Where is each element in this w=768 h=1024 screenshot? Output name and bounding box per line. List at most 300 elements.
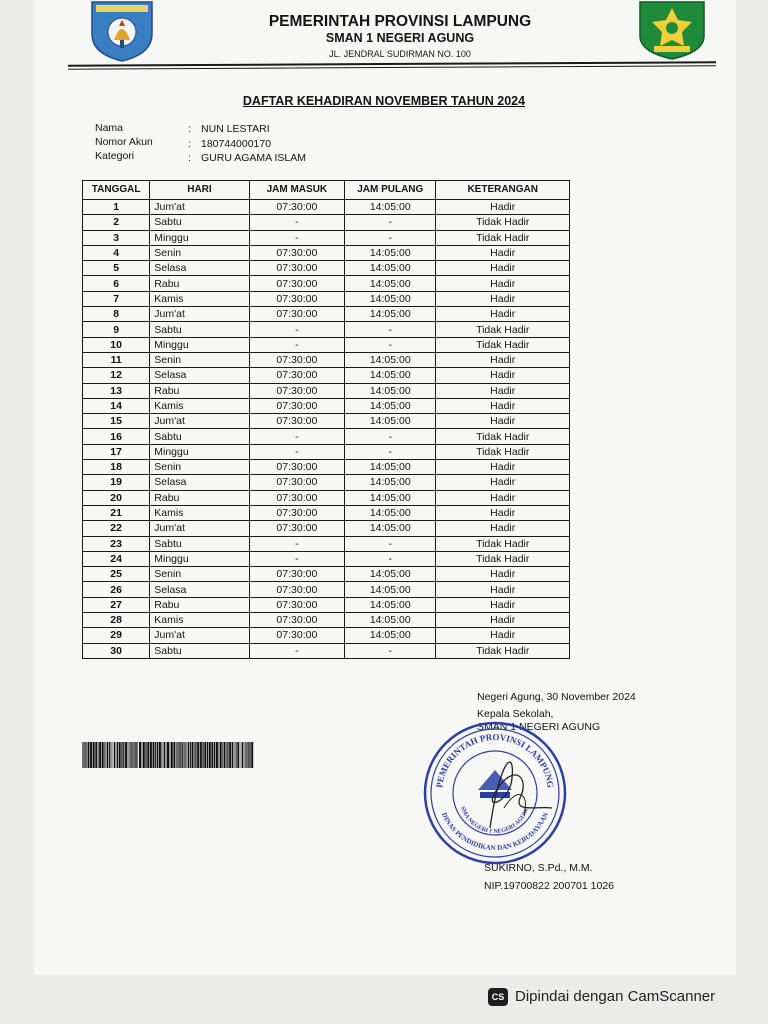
cell-jam-masuk: 07:30:00 <box>249 414 344 429</box>
signature-nip: NIP.19700822 200701 1026 <box>484 880 615 892</box>
barcode-bar <box>176 742 177 768</box>
barcode-bar <box>249 742 250 768</box>
cell-jam-masuk: - <box>249 643 344 658</box>
cell-jam-pulang: 14:05:00 <box>345 291 436 306</box>
cell-jam-pulang: - <box>345 444 436 459</box>
cell-keterangan: Tidak Hadir <box>436 337 570 352</box>
barcode-bar <box>128 742 129 768</box>
cell-keterangan: Tidak Hadir <box>436 322 570 337</box>
cell-tanggal: 7 <box>83 291 150 306</box>
cell-tanggal: 13 <box>83 383 150 398</box>
cell-jam-masuk: - <box>249 536 344 551</box>
barcode-bar <box>125 742 127 768</box>
cell-hari: Sabtu <box>150 215 249 230</box>
table-row <box>83 352 570 367</box>
cell-hari: Selasa <box>150 261 249 276</box>
table-row <box>83 414 570 429</box>
barcode-bar <box>207 742 208 768</box>
info-label-kategori: Kategori <box>95 150 135 162</box>
barcode-bar <box>209 742 211 768</box>
cell-tanggal: 16 <box>83 429 150 444</box>
cell-hari: Jum'at <box>150 307 249 322</box>
cell-jam-pulang: - <box>345 215 436 230</box>
barcode-bar <box>162 742 163 768</box>
cell-jam-masuk: - <box>249 444 344 459</box>
column-header-keterangan: KETERANGAN <box>436 181 570 200</box>
cell-keterangan: Tidak Hadir <box>436 429 570 444</box>
barcode-bar <box>188 742 189 768</box>
cell-tanggal: 28 <box>83 613 150 628</box>
cell-hari: Sabtu <box>150 429 249 444</box>
table-row <box>83 276 570 291</box>
cell-jam-masuk: 07:30:00 <box>249 368 344 383</box>
barcode-bar <box>177 742 178 768</box>
barcode-bar <box>211 742 213 768</box>
barcode-bar <box>157 742 158 768</box>
cell-hari: Sabtu <box>150 536 249 551</box>
table-row <box>83 490 570 505</box>
cell-jam-masuk: 07:30:00 <box>249 567 344 582</box>
svg-text:SMA NEGERI 1 NEGERI AGUNG <box>459 805 531 835</box>
cell-tanggal: 14 <box>83 398 150 413</box>
barcode-bar <box>180 742 181 768</box>
cell-jam-pulang: 14:05:00 <box>345 307 436 322</box>
cell-keterangan: Tidak Hadir <box>436 643 570 658</box>
cell-tanggal: 11 <box>83 352 150 367</box>
barcode-bar <box>82 742 83 768</box>
barcode-bar <box>111 742 112 768</box>
cell-jam-pulang: 14:05:00 <box>345 383 436 398</box>
cell-jam-masuk: 07:30:00 <box>249 245 344 260</box>
cell-tanggal: 4 <box>83 245 150 260</box>
cell-keterangan: Hadir <box>436 398 570 413</box>
barcode-bar <box>202 742 203 768</box>
table-row <box>83 536 570 551</box>
cell-keterangan: Hadir <box>436 245 570 260</box>
cell-tanggal: 1 <box>83 200 150 215</box>
barcode-bar <box>194 742 195 768</box>
table-row <box>83 643 570 658</box>
cell-hari: Sabtu <box>150 322 249 337</box>
cell-keterangan: Hadir <box>436 200 570 215</box>
barcode-bar <box>195 742 196 768</box>
barcode-bar <box>178 742 179 768</box>
cell-jam-masuk: 07:30:00 <box>249 276 344 291</box>
barcode-bar <box>129 742 130 768</box>
cell-jam-pulang: 14:05:00 <box>345 368 436 383</box>
cell-keterangan: Hadir <box>436 307 570 322</box>
cell-jam-pulang: - <box>345 230 436 245</box>
cell-jam-masuk: 07:30:00 <box>249 307 344 322</box>
barcode-bar <box>143 742 145 768</box>
cell-keterangan: Hadir <box>436 368 570 383</box>
table-row <box>83 368 570 383</box>
kementerian-agama-logo <box>636 0 708 60</box>
cell-keterangan: Hadir <box>436 597 570 612</box>
cell-hari: Selasa <box>150 582 249 597</box>
barcode-bar <box>234 742 235 768</box>
barcode-bar <box>123 742 124 768</box>
barcode-bar <box>251 742 253 768</box>
barcode-bar <box>153 742 155 768</box>
barcode-bar <box>247 742 248 768</box>
table-row <box>83 245 570 260</box>
cell-jam-masuk: - <box>249 551 344 566</box>
barcode-bar <box>98 742 99 768</box>
cell-jam-pulang: 14:05:00 <box>345 460 436 475</box>
cell-hari: Senin <box>150 460 249 475</box>
table-row <box>83 398 570 413</box>
cell-hari: Rabu <box>150 276 249 291</box>
cell-tanggal: 29 <box>83 628 150 643</box>
cell-tanggal: 19 <box>83 475 150 490</box>
cell-tanggal: 5 <box>83 261 150 276</box>
barcode-bar <box>216 742 218 768</box>
table-row <box>83 597 570 612</box>
info-value-akun: 180744000170 <box>201 138 272 150</box>
barcode-bar <box>197 742 199 768</box>
barcode-bar <box>224 742 226 768</box>
cell-keterangan: Hadir <box>436 352 570 367</box>
cell-jam-masuk: 07:30:00 <box>249 597 344 612</box>
table-row <box>83 582 570 597</box>
cell-hari: Selasa <box>150 475 249 490</box>
cell-keterangan: Hadir <box>436 383 570 398</box>
cell-keterangan: Hadir <box>436 414 570 429</box>
cell-jam-pulang: - <box>345 429 436 444</box>
cell-jam-masuk: 07:30:00 <box>249 398 344 413</box>
cell-keterangan: Hadir <box>436 613 570 628</box>
info-label-nama: Nama <box>95 122 124 134</box>
barcode-bar <box>170 742 171 768</box>
barcode-bar <box>226 742 227 768</box>
table-row <box>83 291 570 306</box>
cell-jam-pulang: 14:05:00 <box>345 276 436 291</box>
barcode-bar <box>83 742 84 768</box>
cell-tanggal: 26 <box>83 582 150 597</box>
cell-jam-pulang: 14:05:00 <box>345 398 436 413</box>
cell-jam-pulang: - <box>345 536 436 551</box>
table-header-row <box>83 181 570 200</box>
table-row <box>83 215 570 230</box>
barcode-bar <box>117 742 118 768</box>
info-label-akun: Nomor Akun <box>95 136 153 148</box>
cell-hari: Rabu <box>150 490 249 505</box>
cell-jam-pulang: 14:05:00 <box>345 490 436 505</box>
barcode-bar <box>222 742 223 768</box>
cell-tanggal: 30 <box>83 643 150 658</box>
cell-keterangan: Hadir <box>436 276 570 291</box>
table-row <box>83 322 570 337</box>
barcode-bar <box>142 742 143 768</box>
barcode-bar <box>106 742 107 768</box>
cell-hari: Senin <box>150 245 249 260</box>
barcode-bar <box>190 742 191 768</box>
cell-keterangan: Tidak Hadir <box>436 215 570 230</box>
cell-jam-pulang: - <box>345 551 436 566</box>
info-colon: : <box>188 123 191 135</box>
cell-tanggal: 9 <box>83 322 150 337</box>
table-row <box>83 628 570 643</box>
cell-hari: Senin <box>150 352 249 367</box>
cell-hari: Kamis <box>150 613 249 628</box>
barcode-bar <box>150 742 152 768</box>
cell-hari: Jum'at <box>150 200 249 215</box>
cell-keterangan: Hadir <box>436 291 570 306</box>
cell-keterangan: Hadir <box>436 261 570 276</box>
table-row <box>83 200 570 215</box>
header-address: JL. JENDRAL SUDIRMAN NO. 100 <box>329 49 471 59</box>
cell-keterangan: Tidak Hadir <box>436 551 570 566</box>
cell-jam-masuk: 07:30:00 <box>249 460 344 475</box>
cell-hari: Minggu <box>150 337 249 352</box>
cell-jam-masuk: - <box>249 322 344 337</box>
barcode-bar <box>93 742 95 768</box>
cell-keterangan: Tidak Hadir <box>436 444 570 459</box>
barcode-bar <box>245 742 246 768</box>
barcode-bar <box>173 742 175 768</box>
barcode-bar <box>119 742 121 768</box>
table-row <box>83 429 570 444</box>
cell-hari: Rabu <box>150 597 249 612</box>
cell-jam-pulang: 14:05:00 <box>345 597 436 612</box>
cell-hari: Jum'at <box>150 521 249 536</box>
cell-keterangan: Hadir <box>436 628 570 643</box>
barcode-bar <box>241 742 242 768</box>
barcode <box>82 742 254 768</box>
barcode-bar <box>155 742 156 768</box>
barcode-bar <box>114 742 115 768</box>
cell-tanggal: 3 <box>83 230 150 245</box>
cell-hari: Minggu <box>150 551 249 566</box>
signature-name: SUKIRNO, S.Pd., M.M. <box>484 862 593 874</box>
cell-tanggal: 18 <box>83 460 150 475</box>
barcode-bar <box>163 742 164 768</box>
barcode-bar <box>107 742 108 768</box>
barcode-bar <box>90 742 92 768</box>
signature-role: Kepala Sekolah, <box>477 708 554 720</box>
cell-tanggal: 27 <box>83 597 150 612</box>
cell-jam-masuk: 07:30:00 <box>249 475 344 490</box>
barcode-bar <box>95 742 97 768</box>
cell-tanggal: 6 <box>83 276 150 291</box>
cell-jam-pulang: 14:05:00 <box>345 521 436 536</box>
cell-hari: Kamis <box>150 398 249 413</box>
barcode-bar <box>145 742 146 768</box>
cell-hari: Kamis <box>150 291 249 306</box>
table-row <box>83 261 570 276</box>
cell-tanggal: 15 <box>83 414 150 429</box>
column-header-jam-pulang: JAM PULANG <box>345 181 436 200</box>
stamp-text-side: DINAS PENDIDIKAN DAN KEBUDAYAAN <box>440 811 550 853</box>
stamp-text-top: PEMERINTAH PROVINSI LAMPUNG <box>434 731 556 789</box>
cell-hari: Minggu <box>150 230 249 245</box>
cell-jam-pulang: 14:05:00 <box>345 261 436 276</box>
barcode-bar <box>214 742 215 768</box>
barcode-bar <box>171 742 173 768</box>
table-row <box>83 567 570 582</box>
barcode-bar <box>84 742 85 768</box>
table-row <box>83 475 570 490</box>
header-school: SMAN 1 NEGERI AGUNG <box>325 31 475 45</box>
cell-jam-masuk: - <box>249 337 344 352</box>
signature-place-date: Negeri Agung, 30 November 2024 <box>477 691 636 703</box>
barcode-bar <box>121 742 122 768</box>
signature-school: SMAN 1 NEGERI AGUNG <box>477 721 601 733</box>
cell-tanggal: 22 <box>83 521 150 536</box>
cell-keterangan: Hadir <box>436 521 570 536</box>
barcode-bar <box>232 742 233 768</box>
cell-hari: Jum'at <box>150 628 249 643</box>
barcode-bar <box>246 742 247 768</box>
cell-hari: Kamis <box>150 505 249 520</box>
barcode-bar <box>109 742 110 768</box>
cell-jam-masuk: 07:30:00 <box>249 490 344 505</box>
barcode-bar <box>102 742 104 768</box>
attendance-table-body <box>83 200 570 659</box>
cell-keterangan: Hadir <box>436 582 570 597</box>
cell-jam-pulang: - <box>345 322 436 337</box>
barcode-bar <box>237 742 239 768</box>
barcode-bar <box>220 742 222 768</box>
barcode-bar <box>244 742 245 768</box>
barcode-bar <box>166 742 167 768</box>
cell-jam-masuk: 07:30:00 <box>249 261 344 276</box>
barcode-bar <box>88 742 90 768</box>
barcode-bar <box>184 742 185 768</box>
barcode-bar <box>182 742 183 768</box>
barcode-bar <box>134 742 135 768</box>
barcode-bar <box>185 742 186 768</box>
cell-tanggal: 21 <box>83 505 150 520</box>
cell-hari: Rabu <box>150 383 249 398</box>
cell-hari: Senin <box>150 567 249 582</box>
cell-jam-masuk: - <box>249 215 344 230</box>
barcode-bar <box>86 742 87 768</box>
cell-jam-pulang: 14:05:00 <box>345 475 436 490</box>
barcode-bar <box>159 742 161 768</box>
barcode-bar <box>112 742 113 768</box>
cell-tanggal: 10 <box>83 337 150 352</box>
cell-keterangan: Tidak Hadir <box>436 536 570 551</box>
camscanner-watermark: Dipindai dengan CamScanner <box>515 988 716 1005</box>
barcode-bar <box>139 742 141 768</box>
cell-jam-pulang: 14:05:00 <box>345 245 436 260</box>
cell-jam-masuk: 07:30:00 <box>249 582 344 597</box>
document-title: DAFTAR KEHADIRAN NOVEMBER TAHUN 2024 <box>242 94 526 108</box>
cell-keterangan: Hadir <box>436 567 570 582</box>
attendance-table <box>82 180 570 659</box>
cell-hari: Minggu <box>150 444 249 459</box>
cell-jam-masuk: - <box>249 230 344 245</box>
cell-tanggal: 24 <box>83 551 150 566</box>
info-colon: : <box>188 152 191 164</box>
barcode-bar <box>204 742 206 768</box>
cell-jam-pulang: 14:05:00 <box>345 505 436 520</box>
table-row <box>83 337 570 352</box>
barcode-bar <box>136 742 137 768</box>
table-row <box>83 521 570 536</box>
table-row <box>83 551 570 566</box>
barcode-bar <box>219 742 220 768</box>
barcode-bar <box>116 742 117 768</box>
barcode-bar <box>229 742 231 768</box>
cell-jam-masuk: 07:30:00 <box>249 628 344 643</box>
cell-tanggal: 20 <box>83 490 150 505</box>
cell-keterangan: Hadir <box>436 490 570 505</box>
barcode-bar <box>130 742 131 768</box>
barcode-bar <box>200 742 202 768</box>
cell-keterangan: Hadir <box>436 460 570 475</box>
table-row <box>83 613 570 628</box>
cell-hari: Jum'at <box>150 414 249 429</box>
barcode-bar <box>133 742 134 768</box>
barcode-bar <box>104 742 105 768</box>
info-value-kategori: GURU AGAMA ISLAM <box>201 152 307 164</box>
cell-jam-masuk: 07:30:00 <box>249 505 344 520</box>
cell-jam-pulang: 14:05:00 <box>345 567 436 582</box>
barcode-bar <box>164 742 165 768</box>
cell-jam-masuk: 07:30:00 <box>249 200 344 215</box>
cell-jam-pulang: 14:05:00 <box>345 613 436 628</box>
barcode-bar <box>227 742 228 768</box>
cell-keterangan: Hadir <box>436 505 570 520</box>
cell-hari: Selasa <box>150 368 249 383</box>
cell-jam-masuk: 07:30:00 <box>249 291 344 306</box>
table-row <box>83 444 570 459</box>
table-row <box>83 230 570 245</box>
cell-jam-masuk: 07:30:00 <box>249 352 344 367</box>
barcode-bar <box>147 742 149 768</box>
cell-hari: Sabtu <box>150 643 249 658</box>
cell-tanggal: 2 <box>83 215 150 230</box>
cell-jam-pulang: 14:05:00 <box>345 352 436 367</box>
cell-jam-pulang: 14:05:00 <box>345 582 436 597</box>
info-colon: : <box>188 138 191 150</box>
header-government: PEMERINTAH PROVINSI LAMPUNG <box>268 13 532 30</box>
tut-wuri-handayani-logo <box>86 0 158 62</box>
cell-tanggal: 25 <box>83 567 150 582</box>
cell-tanggal: 23 <box>83 536 150 551</box>
cell-jam-masuk: 07:30:00 <box>249 383 344 398</box>
cell-jam-masuk: - <box>249 429 344 444</box>
barcode-bar <box>236 742 237 768</box>
table-row <box>83 460 570 475</box>
barcode-bar <box>192 742 194 768</box>
cell-tanggal: 17 <box>83 444 150 459</box>
table-row <box>83 307 570 322</box>
school-stamp <box>420 718 570 868</box>
cell-jam-pulang: 14:05:00 <box>345 200 436 215</box>
barcode-bar <box>235 742 236 768</box>
stamp-text-inner: SMA NEGERI 1 NEGERI AGUNG <box>459 805 531 836</box>
cell-tanggal: 8 <box>83 307 150 322</box>
column-header-jam-masuk: JAM MASUK <box>249 181 344 200</box>
barcode-bar <box>187 742 188 768</box>
cell-jam-pulang: 14:05:00 <box>345 414 436 429</box>
barcode-bar <box>99 742 101 768</box>
table-row <box>83 505 570 520</box>
barcode-bar <box>131 742 132 768</box>
cell-jam-masuk: 07:30:00 <box>249 613 344 628</box>
info-value-nama: NUN LESTARI <box>201 123 270 135</box>
column-header-tanggal: TANGGAL <box>83 181 150 200</box>
cell-tanggal: 12 <box>83 368 150 383</box>
column-header-hari: HARI <box>150 181 249 200</box>
cell-jam-pulang: 14:05:00 <box>345 628 436 643</box>
camscanner-icon: CS <box>488 988 508 1006</box>
cell-jam-pulang: - <box>345 337 436 352</box>
